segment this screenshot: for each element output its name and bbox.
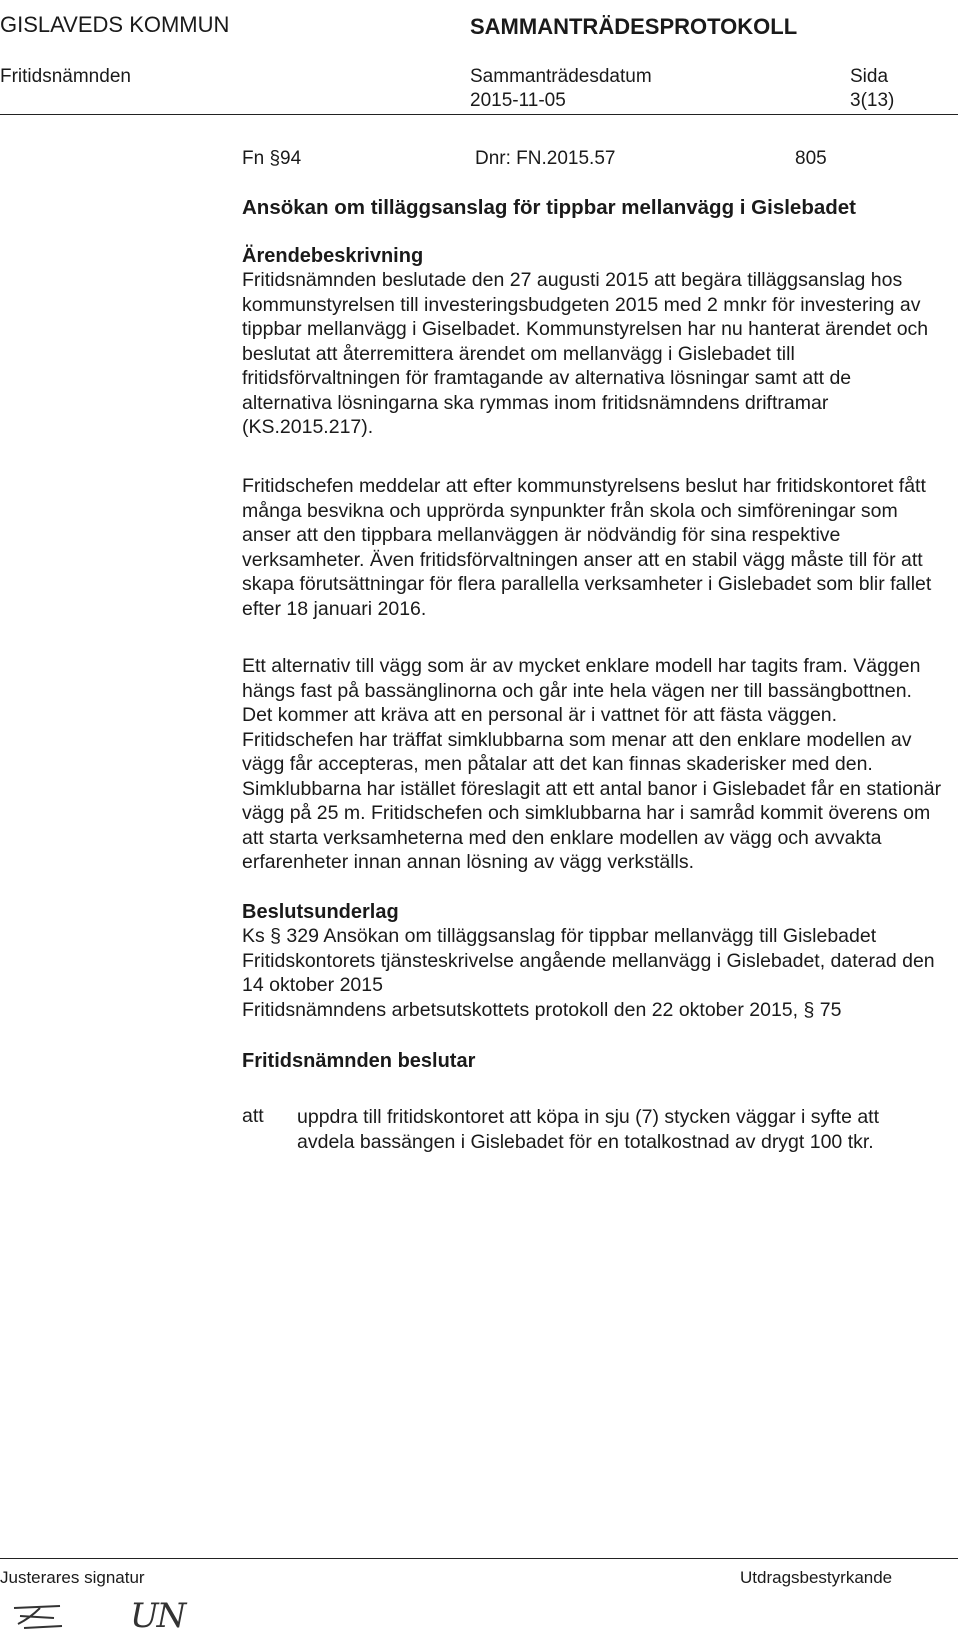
paragraph-number: Fn §94	[242, 148, 302, 169]
case-code: 805	[795, 148, 827, 169]
handwritten-signature-mark	[10, 1598, 70, 1634]
decision-heading: Fritidsnämnden beslutar	[242, 1050, 476, 1072]
decision-label: att	[242, 1105, 264, 1127]
municipality-name: GISLAVEDS KOMMUN	[0, 12, 230, 37]
handwritten-initials: UN	[130, 1596, 185, 1636]
committee-name: Fritidsnämnden	[0, 66, 131, 87]
decision-text: uppdra till fritidskontoret att köpa in sju (7) stycken väggar i syfte att avdela bassängen i Gislebadet för en totalkostnad av drygt 100 tkr.	[297, 1106, 880, 1153]
basis-item-3: Fritidsnämndens arbetsutskottets protokoll den 22 oktober 2015, § 75	[242, 998, 842, 1021]
description-paragraph-2: Fritidschefen meddelar att efter kommunstyrelsens beslut har fritidskontoret fått många besvikna och upprörda synpunkter från skola och simföreningar som anser att den tippbara mellanväggen är nödvändig för sina respektive verksamheter. Även fritidsförvaltningen anser att en stabil vägg måste till för att skapa förutsättningar för flera parallella verksamheter i Gislebadet som blir fallet efter 18 januari 2016.	[242, 475, 932, 620]
signature-label: Justerares signatur	[0, 1568, 145, 1587]
description-paragraph-1: Fritidsnämnden beslutade den 27 augusti 2015 att begära tilläggsanslag hos kommunstyrelsen till investeringsbudgeten 2015 med 2 mnkr för investering av tippbar mellanvägg i Giselbadet. Kommunstyrelsen har nu hanterat ärendet och beslutat att återremittera ärendet om mellanvägg i Gislebadet till fritidsförvaltningen för framtagande av alternativa lösningar samt att de alternativa lösningarna ska rymmas inom fritidsnämndens driftramar (KS.2015.217).	[242, 269, 929, 438]
document-type: SAMMANTRÄDESPROTOKOLL	[470, 14, 798, 39]
header-rule	[0, 114, 958, 115]
page-label: Sida	[850, 66, 889, 87]
diary-number: Dnr: FN.2015.57	[475, 148, 616, 169]
description-paragraph-2-block	[242, 474, 942, 621]
meeting-date-label: Sammanträdesdatum	[470, 66, 652, 87]
description-paragraph-3-block	[242, 654, 942, 875]
decision-basis	[242, 900, 942, 1022]
description-heading: Ärendebeskrivning	[242, 245, 424, 267]
meeting-date: 2015-11-05	[470, 90, 566, 111]
basis-item-2: Fritidskontorets tjänsteskrivelse angående mellanvägg i Gislebadet, daterad den 14 oktober 2015	[242, 949, 935, 996]
basis-item-1: Ks § 329 Ansökan om tilläggsanslag för tippbar mellanvägg till Gislebadet	[242, 925, 877, 947]
footer-rule	[0, 1558, 958, 1559]
excerpt-certification-label: Utdragsbestyrkande	[740, 1568, 893, 1587]
description-paragraph-3: Ett alternativ till vägg som är av mycket enklare modell har tagits fram. Väggen hängs fast på bassänglinorna och går inte hela vägen ner till bassängbottnen. Det kommer att kräva att en personal är i vattnet för att fästa väggen. Fritidschefen har träffat simklubbarna som menar att den enklare modellen av vägg får accepteras, men påtalar att det kan finnas skaderisker med den. Simklubbarna har istället föreslagit att ett antal banor i Gislebadet får en stationär vägg på 25 m. Fritidschefen och simklubbarna har i samråd kommit överens om att starta verksamheterna med den enklare modellen av vägg och avvakta erfarenheter innan annan lösning av vägg verkställs.	[242, 655, 942, 873]
case-title: Ansökan om tilläggsanslag för tippbar mellanvägg i Gislebadet	[242, 196, 856, 219]
case-description	[242, 244, 942, 440]
page-number: 3(13)	[850, 90, 895, 111]
basis-heading: Beslutsunderlag	[242, 901, 399, 923]
